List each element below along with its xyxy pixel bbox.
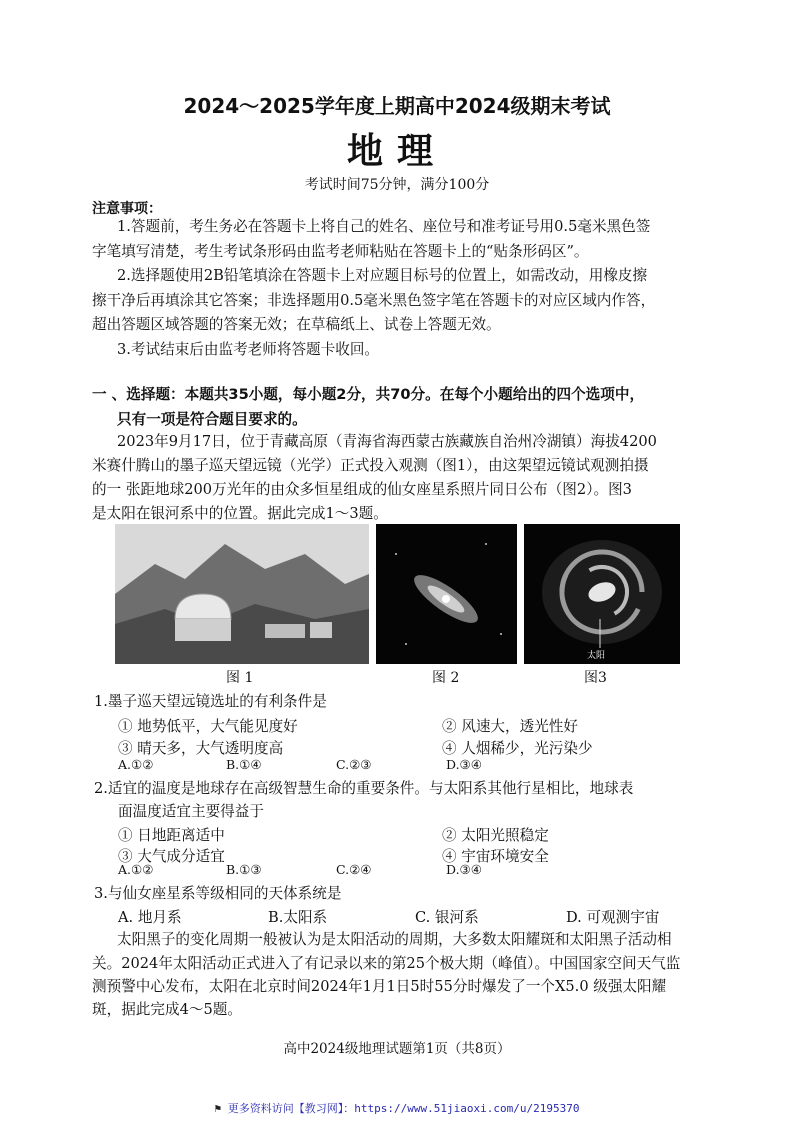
notice-heading: 注意事项： bbox=[92, 201, 162, 217]
answer-choice: A. 地月系 bbox=[118, 909, 182, 926]
question-stem: 2.适宜的温度是地球存在高级智慧生命的重要条件。与太阳系其他行星相比，地球表 bbox=[94, 780, 634, 797]
exam-time-info: 考试时间75分钟，满分100分 bbox=[304, 177, 490, 193]
passage-line: 的一 张距地球200万光年的由众多恒星组成的仙女座星系照片同日公布（图2）。图3 bbox=[92, 481, 632, 498]
notice-line: 1.答题前，考生务必在答题卡上将自己的姓名、座位号和准考证号用0.5毫米黑色签 bbox=[117, 218, 651, 235]
milky-way-diagram bbox=[524, 524, 680, 664]
notice-line: 擦干净后再填涂其它答案；非选择题用0.5毫米黑色签字笔在答题卡的对应区域内作答， bbox=[92, 292, 656, 309]
answer-choice: D.③④ bbox=[446, 862, 482, 877]
statement-option: ④ 人烟稀少，光污染少 bbox=[442, 740, 593, 757]
answer-choice: A.①② bbox=[118, 757, 154, 772]
andromeda-galaxy-photo bbox=[376, 524, 517, 664]
notice-line: 超出答题区域答题的答案无效；在草稿纸上、试卷上答题无效。 bbox=[92, 316, 501, 333]
page-footer: 高中2024级地理试题第1页（共8页） bbox=[283, 1041, 511, 1057]
answer-choice: D.③④ bbox=[446, 757, 482, 772]
answer-choice: D. 可观测宇宙 bbox=[566, 909, 660, 926]
observatory-photo bbox=[115, 524, 369, 664]
question-stem-cont: 面温度适宜主要得益于 bbox=[118, 803, 264, 820]
figure-caption: 图3 bbox=[584, 670, 607, 686]
sun-label: 太阳 bbox=[587, 651, 606, 661]
statement-option: ② 太阳光照稳定 bbox=[442, 827, 549, 844]
passage-line: 太阳黑子的变化周期一般被认为是太阳活动的周期，大多数太阳耀斑和太阳黑子活动相 bbox=[117, 931, 672, 948]
answer-choice: B.①④ bbox=[226, 757, 262, 772]
passage-line: 测预警中心发布，太阳在北京时间2024年1月1日5时55分时爆发了一个X5.0 级强太阳耀 bbox=[92, 978, 667, 995]
passage-line: 2023年9月17日，位于青藏高原（青海省海西蒙古族藏族自治州冷湖镇）海拔4200 bbox=[117, 433, 657, 450]
statement-option: ③ 大气成分适宜 bbox=[118, 848, 225, 865]
figure-caption: 图 1 bbox=[226, 670, 254, 686]
answer-choice: C. 银河系 bbox=[415, 909, 479, 926]
resource-link[interactable] bbox=[0, 1100, 794, 1116]
section-heading-cont: 只有一项是符合题目要求的。 bbox=[117, 411, 307, 428]
statement-option: ② 风速大，透光性好 bbox=[442, 718, 578, 735]
passage-line: 米赛什腾山的墨子巡天望远镜（光学）正式投入观测（图1），由这架望远镜试观测拍摄 bbox=[92, 457, 649, 474]
figure-caption: 图 2 bbox=[432, 670, 460, 686]
answer-choice: B.太阳系 bbox=[268, 909, 328, 926]
answer-choice: B.①③ bbox=[226, 862, 262, 877]
passage-line: 斑，据此完成4～5题。 bbox=[92, 1001, 242, 1018]
statement-option: ④ 宇宙环境安全 bbox=[442, 848, 549, 865]
question-stem: 3.与仙女座星系等级相同的天体系统是 bbox=[94, 885, 342, 902]
statement-option: ③ 晴天多，大气透明度高 bbox=[118, 740, 284, 757]
statement-option: ① 日地距离适中 bbox=[118, 827, 225, 844]
resource-link-text: 更多资料访问【教习网】：https://www.51jiaoxi.com/u/2195370 bbox=[227, 1102, 580, 1115]
answer-choice: A.①② bbox=[118, 862, 154, 877]
answer-choice: C.②④ bbox=[336, 862, 372, 877]
question-stem: 1.墨子巡天望远镜选址的有利条件是 bbox=[94, 693, 327, 710]
exam-title: 2024～2025学年度上期高中2024级期末考试 bbox=[183, 94, 611, 118]
passage-line: 是太阳在银河系中的位置。据此完成1～3题。 bbox=[92, 505, 388, 522]
passage-line: 关。2024年太阳活动正式进入了有记录以来的第25个极大期（峰值）。中国国家空间天气监 bbox=[92, 955, 681, 972]
notice-line: 3.考试结束后由监考老师将答题卡收回。 bbox=[117, 341, 380, 358]
answer-choice: C.②③ bbox=[336, 757, 372, 772]
notice-line: 字笔填写清楚，考生考试条形码由监考老师粘贴在答题卡上的“贴条形码区”。 bbox=[92, 243, 589, 260]
notice-line: 2.选择题使用2B铅笔填涂在答题卡上对应题目标号的位置上，如需改动，用橡皮擦 bbox=[117, 267, 648, 284]
flag-icon: ⚑ bbox=[214, 1102, 228, 1115]
statement-option: ① 地势低平，大气能见度好 bbox=[118, 718, 298, 735]
section-heading: 一 、选择题：本题共35小题，每小题2分，共70分。在每个小题给出的四个选项中， bbox=[92, 386, 645, 403]
subject-title: 地理 bbox=[346, 131, 447, 172]
